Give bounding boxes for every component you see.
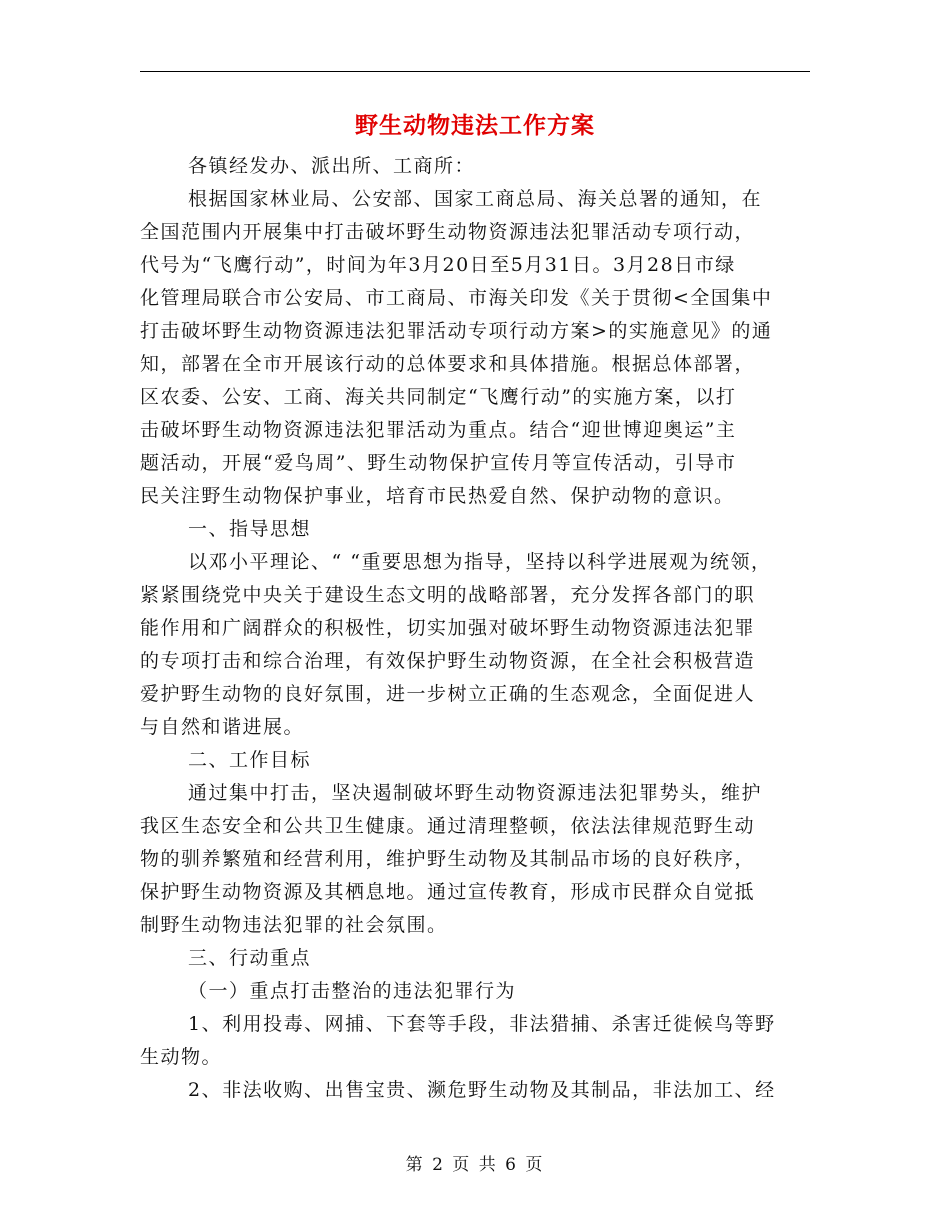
paragraph-line: 与自然和谐进展。 bbox=[140, 716, 305, 738]
paragraph-line: 紧紧围绕党中央关于建设生态文明的战略部署，充分发挥各部门的职 bbox=[140, 584, 756, 606]
paragraph-line: 通过集中打击，坚决遏制破坏野生动物资源违法犯罪势头，维护 bbox=[188, 782, 763, 804]
paragraph-line: 全国范围内开展集中打击破坏野生动物资源违法犯罪活动专项行动， bbox=[140, 221, 756, 243]
paragraph-line: 区农委、公安、工商、海关共同制定“飞鹰行动”的实施方案，以打 bbox=[140, 386, 737, 408]
paragraph-line: 的专项打击和综合治理，有效保护野生动物资源，在全社会积极营造 bbox=[140, 650, 756, 672]
paragraph-line: 知，部署在全市开展该行动的总体要求和具体措施。根据总体部署， bbox=[140, 353, 756, 375]
addressee-line: 各镇经发办、派出所、工商所： bbox=[188, 155, 476, 177]
subsection-heading: （一）重点打击整治的违法犯罪行为 bbox=[188, 980, 517, 1002]
paragraph-line: 题活动，开展“爱鸟周”、野生动物保护宣传月等宣传活动，引导市 bbox=[140, 452, 737, 474]
header-rule bbox=[140, 71, 810, 72]
paragraph-line: 民关注野生动物保护事业，培育市民热爱自然、保护动物的意识。 bbox=[140, 485, 735, 507]
paragraph-line: 打击破坏野生动物资源违法犯罪活动专项行动方案>的实施意见》的通 bbox=[140, 320, 773, 342]
paragraph-line: 化管理局联合市公安局、市工商局、市海关印发《关于贯彻<全国集中 bbox=[140, 287, 773, 309]
list-item-line: 2、非法收购、出售宝贵、濒危野生动物及其制品，非法加工、经 bbox=[188, 1079, 776, 1101]
paragraph-line: 爱护野生动物的良好氛围，进一步树立正确的生态观念，全面促进人 bbox=[140, 683, 756, 705]
page-footer: 第 2 页 共 6 页 bbox=[405, 1155, 545, 1175]
paragraph-line: 以邓小平理论、“ “重要思想为指导，坚持以科学进展观为统领， bbox=[188, 551, 772, 573]
list-item-line: 1、利用投毒、网捕、下套等手段，非法猎捕、杀害迁徙候鸟等野 bbox=[188, 1013, 776, 1035]
document-body bbox=[140, 150, 810, 1107]
list-item-line: 生动物。 bbox=[140, 1046, 223, 1068]
paragraph-line: 制野生动物违法犯罪的社会氛围。 bbox=[140, 914, 448, 936]
paragraph-line: 我区生态安全和公共卫生健康。通过清理整顿，依法法律规范野生动 bbox=[140, 815, 756, 837]
paragraph-line: 根据国家林业局、公安部、国家工商总局、海关总署的通知，在 bbox=[188, 188, 763, 210]
paragraph-line: 代号为“飞鹰行动”，时间为年3月20日至5月31日。3月28日市绿 bbox=[140, 254, 736, 276]
paragraph-line: 能作用和广阔群众的积极性，切实加强对破坏野生动物资源违法犯罪 bbox=[140, 617, 756, 639]
section-heading: 三、行动重点 bbox=[188, 947, 312, 969]
document-title: 野生动物违法工作方案 bbox=[355, 112, 595, 139]
section-heading: 一、指导思想 bbox=[188, 518, 312, 540]
paragraph-line: 物的驯养繁殖和经营利用，维护野生动物及其制品市场的良好秩序， bbox=[140, 848, 756, 870]
section-heading: 二、工作目标 bbox=[188, 749, 312, 771]
paragraph-line: 击破坏野生动物资源违法犯罪活动为重点。结合“迎世博迎奥运”主 bbox=[140, 419, 737, 441]
paragraph-line: 保护野生动物资源及其栖息地。通过宣传教育，形成市民群众自觉抵 bbox=[140, 881, 756, 903]
